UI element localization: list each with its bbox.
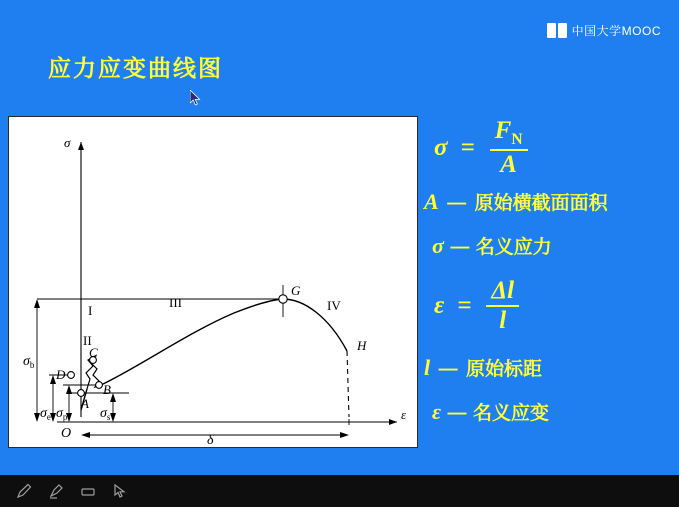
definition-A-text: 原始横截面面积: [474, 193, 608, 214]
definition-l-text: 原始标距: [466, 359, 543, 380]
axis-label-epsilon: ε: [401, 407, 407, 422]
definition-epsilon: [432, 398, 549, 425]
mouse-cursor-icon: [190, 90, 201, 106]
stress-strain-figure: [8, 116, 418, 448]
sigma-s-label: $\sigma_s$: [100, 406, 111, 422]
annotation-toolbar[interactable]: [0, 475, 679, 507]
definition-A-dash: —: [447, 193, 467, 214]
formula-sigma-numerator: $F_N$: [494, 117, 523, 148]
definition-sigma-symbol: σ: [432, 233, 444, 258]
definition-sigma: [432, 232, 552, 259]
formula-sigma: [434, 118, 530, 179]
point-label-C: C: [89, 345, 98, 360]
point-G: [279, 295, 287, 303]
eraser-icon[interactable]: [80, 483, 96, 499]
formula-sigma-eq: =: [460, 133, 475, 161]
point-label-G: G: [291, 283, 301, 298]
definition-l-symbol: l: [424, 355, 431, 380]
formula-column: [424, 116, 674, 446]
definition-sigma-text: 名义应力: [475, 237, 552, 258]
sigma-p-label: $\sigma_p$: [56, 406, 68, 422]
stage-label-II: II: [83, 333, 92, 348]
mooc-logo-text: 中国大学MOOC: [571, 24, 661, 38]
pen-icon[interactable]: [16, 483, 32, 499]
formula-sigma-lhs: σ: [434, 133, 448, 161]
page-title: 应力应变曲线图: [48, 55, 223, 81]
stage-label-IV: IV: [327, 298, 341, 313]
definition-sigma-dash: —: [450, 237, 470, 258]
definition-epsilon-symbol: ε: [432, 399, 442, 424]
point-D: [68, 372, 75, 379]
point-label-B: B: [103, 382, 111, 397]
formula-epsilon-eq: =: [457, 291, 472, 319]
definition-A-symbol: A: [424, 189, 439, 214]
definition-epsilon-text: 名义应变: [472, 403, 549, 424]
formula-epsilon-fraction: [486, 278, 519, 335]
mooc-logo: [547, 22, 661, 39]
definition-epsilon-dash: —: [447, 403, 467, 424]
stage-label-III: III: [169, 295, 182, 310]
definition-l: [424, 354, 542, 381]
axis-label-sigma: σ: [64, 135, 71, 150]
formula-epsilon-denominator: l: [499, 307, 507, 335]
formula-epsilon-lhs: ε: [434, 291, 445, 319]
definition-l-dash: —: [438, 359, 458, 380]
book-icon: [547, 23, 567, 38]
pointer-icon[interactable]: [112, 483, 128, 499]
sigma-e-label: $\sigma_e$: [40, 406, 51, 422]
point-B: [96, 382, 103, 389]
sigma-b-label: $\sigma_b$: [23, 354, 35, 370]
point-label-A: A: [81, 396, 89, 411]
point-label-H: H: [357, 338, 367, 353]
point-label-D: D: [56, 367, 66, 382]
delta-label: δ: [207, 433, 214, 445]
highlighter-icon[interactable]: [48, 483, 64, 499]
formula-epsilon: [434, 278, 521, 335]
formula-sigma-fraction: [490, 118, 528, 179]
formula-epsilon-numerator: Δl: [491, 277, 515, 304]
definition-A: [424, 188, 608, 215]
stage-label-I: I: [88, 303, 93, 318]
axis-label-origin: O: [61, 426, 72, 441]
formula-sigma-denominator: A: [500, 151, 517, 179]
